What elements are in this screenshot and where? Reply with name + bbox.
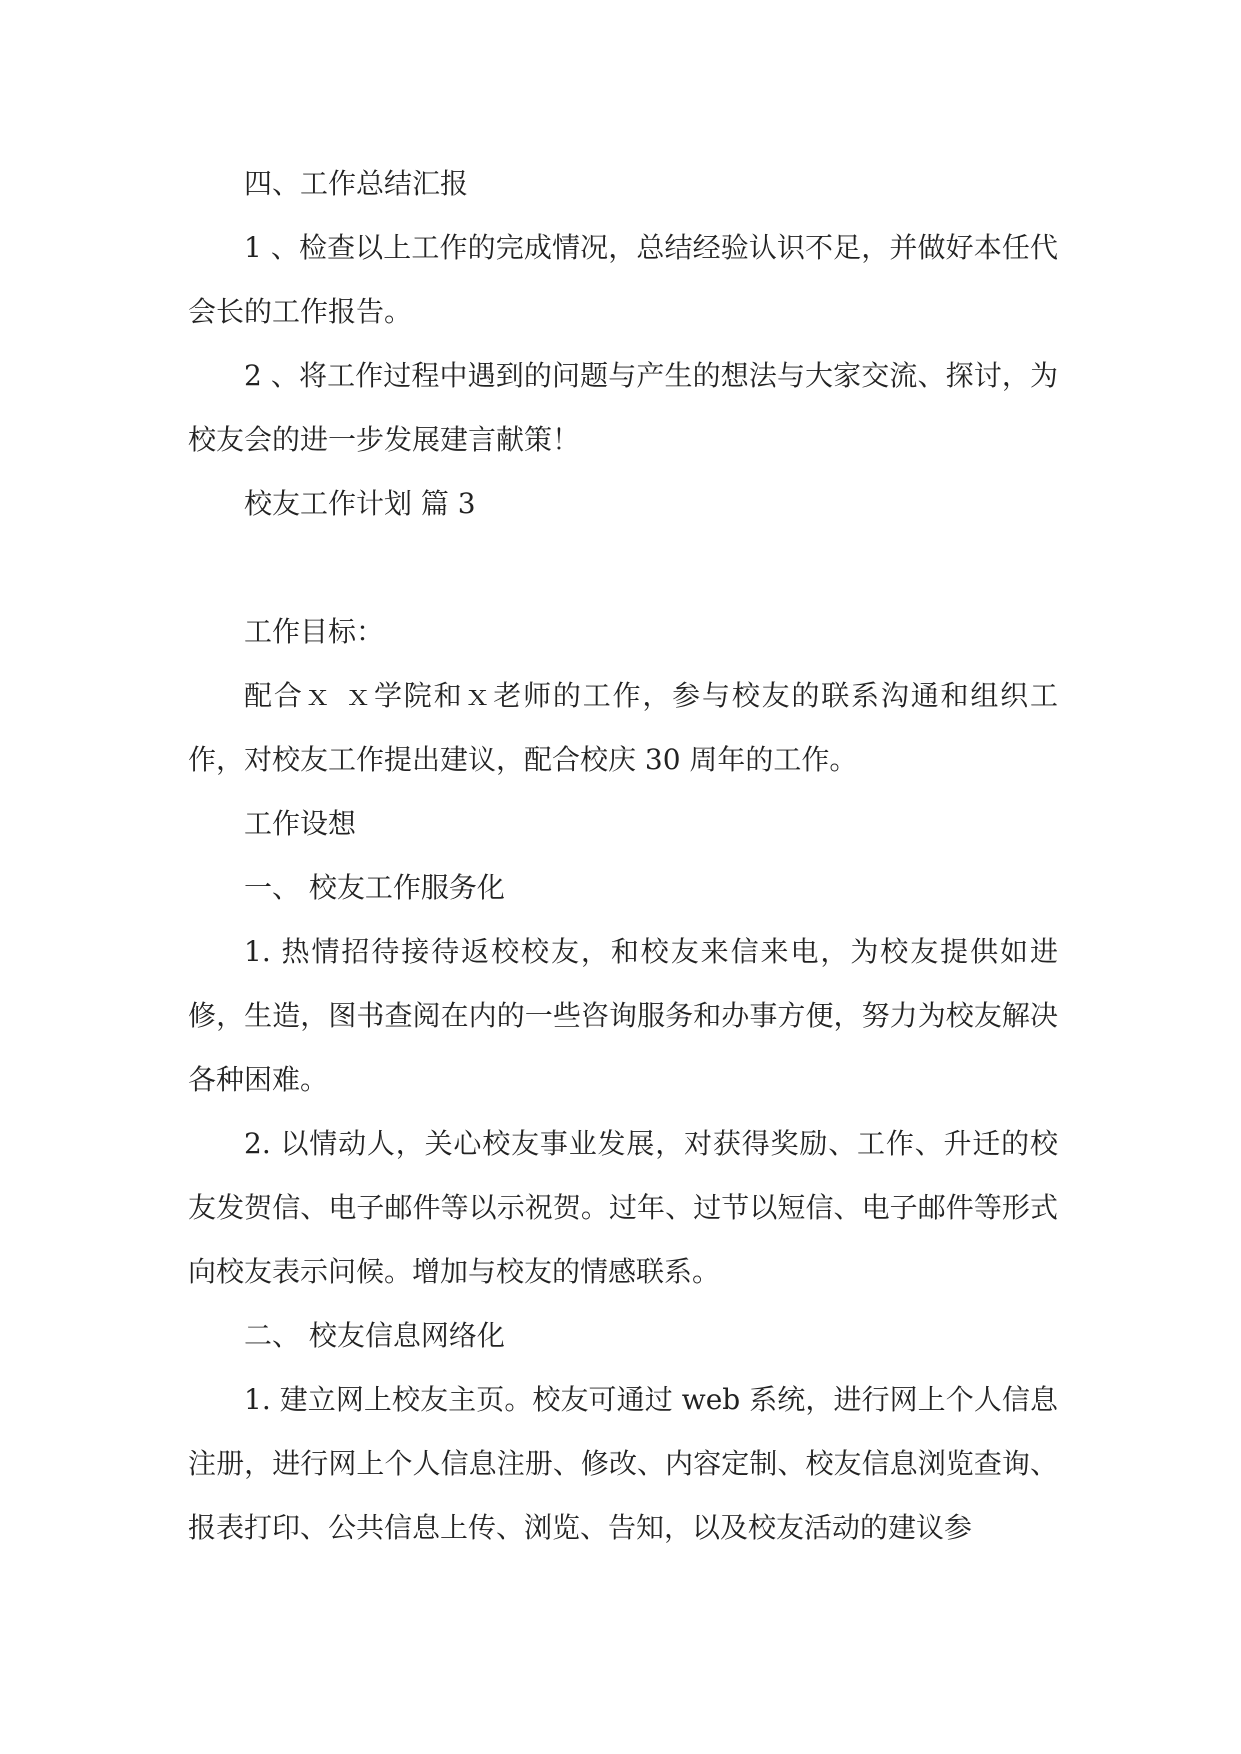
paragraph-item-1: 1 、检查以上工作的完成情况，总结经验认识不足，并做好本任代会长的工作报告。 — [188, 231, 1058, 328]
section-heading-service: 一、 校友工作服务化 — [244, 871, 505, 904]
blank-line — [188, 536, 1058, 600]
section-heading-network: 二、 校友信息网络化 — [244, 1319, 505, 1352]
paragraph-item-2: 2 、将工作过程中遇到的问题与产生的想法与大家交流、探讨，为校友会的进一步发展建言献策！ — [188, 359, 1058, 456]
document-body — [188, 152, 1058, 1560]
work-ideas-heading: 工作设想 — [244, 807, 357, 840]
plan-title: 校友工作计划 篇 3 — [244, 487, 476, 520]
work-goal-text: 配合ｘ ｘ学院和ｘ老师的工作，参与校友的联系沟通和组织工作，对校友工作提出建议，配合校庆 30 周年的工作。 — [188, 679, 1058, 776]
work-goal-heading: 工作目标： — [244, 615, 385, 648]
service-item-2: 2. 以情动人，关心校友事业发展，对获得奖励、工作、升迁的校友发贺信、电子邮件等以示祝贺。过年、过节以短信、电子邮件等形式向校友表示问候。增加与校友的情感联系。 — [188, 1127, 1058, 1288]
service-item-1: 1. 热情招待接待返校校友，和校友来信来电，为校友提供如进修，生造，图书查阅在内的一些咨询服务和办事方便，努力为校友解决各种困难。 — [188, 935, 1058, 1096]
section-heading-work-summary: 四、工作总结汇报 — [244, 167, 469, 200]
network-item-1: 1. 建立网上校友主页。校友可通过 web 系统，进行网上个人信息注册，进行网上个人信息注册、修改、内容定制、校友信息浏览查询、报表打印、公共信息上传、浏览、告知，以及校友活动的建议参 — [188, 1383, 1058, 1544]
